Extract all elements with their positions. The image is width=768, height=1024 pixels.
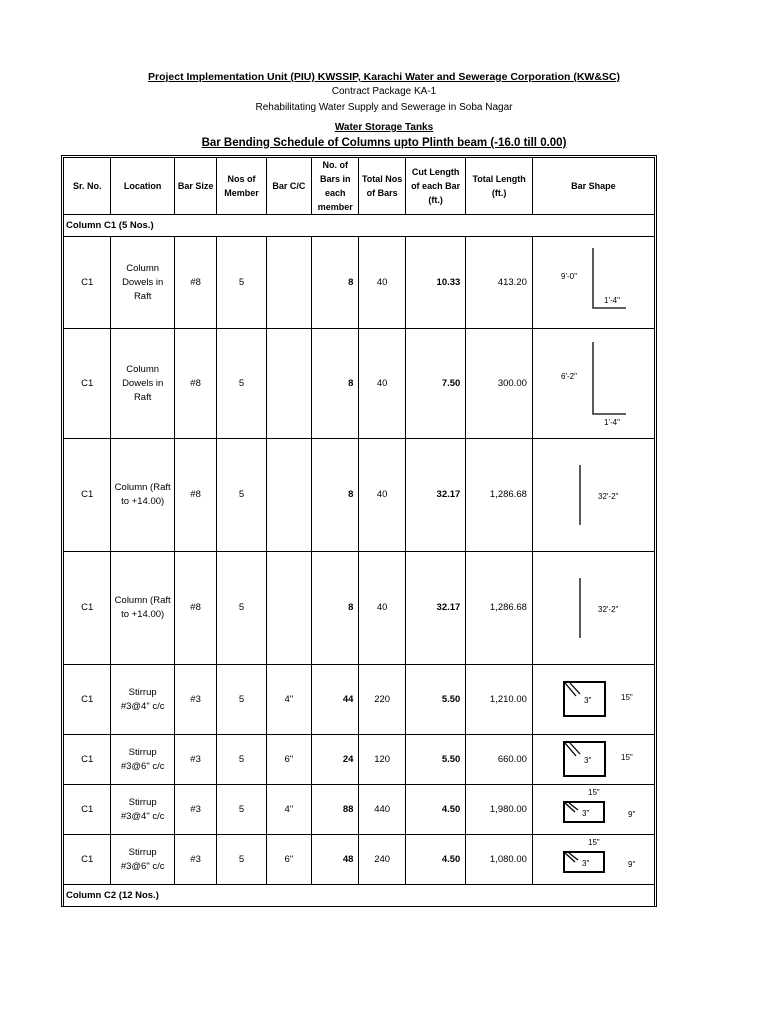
- header-total-bars: Total Nos of Bars: [359, 158, 405, 215]
- location-cell: Column (Raft to +14.00): [111, 552, 175, 665]
- cut-length-cell: 5.50: [405, 665, 466, 735]
- table-row: [64, 735, 655, 785]
- stirrup-side-label: 15": [620, 693, 633, 702]
- section-title: Column C1 (5 Nos.): [64, 215, 655, 237]
- sr-no-cell: C1: [64, 835, 111, 885]
- bar-shape-diagram: [533, 329, 653, 438]
- bars-each-cell: 24: [312, 735, 359, 785]
- bars-each-cell: 44: [312, 665, 359, 735]
- cut-length-cell: 4.50: [405, 785, 466, 835]
- total-length-cell: 1,210.00: [466, 665, 533, 735]
- total-length-cell: 1,080.00: [466, 835, 533, 885]
- stirrup-side-label: 15": [620, 753, 633, 762]
- header-total-length: Total Length (ft.): [466, 158, 533, 215]
- bar-shape-diagram: [533, 439, 653, 551]
- bar-shape-cell: [532, 785, 654, 835]
- stirrup-length-label: 15": [587, 838, 600, 847]
- total-length-cell: 413.20: [466, 237, 533, 329]
- sr-no-cell: C1: [64, 329, 111, 439]
- bar-shape-diagram: [533, 735, 653, 784]
- nos-member-cell: 5: [217, 329, 266, 439]
- location-cell: Column Dowels in Raft: [111, 329, 175, 439]
- section-title: Column C2 (12 Nos.): [64, 885, 655, 907]
- bar-shape-cell: [532, 552, 654, 665]
- table-row: [64, 329, 655, 439]
- bar-shape-diagram: [533, 552, 653, 664]
- nos-member-cell: 5: [217, 735, 266, 785]
- total-length-cell: 1,286.68: [466, 552, 533, 665]
- bar-size-cell: #8: [174, 552, 216, 665]
- bar-cc-cell: 4": [266, 665, 311, 735]
- header-nos-member: Nos of Member: [217, 158, 266, 215]
- location-cell: Column Dowels in Raft: [111, 237, 175, 329]
- bar-shape-cell: [532, 735, 654, 785]
- bar-shape-cell: [532, 665, 654, 735]
- table-row: [64, 665, 655, 735]
- bar-shape-diagram: [533, 785, 653, 834]
- location-cell: Stirrup #3@4" c/c: [111, 785, 175, 835]
- bars-each-cell: 8: [312, 552, 359, 665]
- total-bars-cell: 40: [359, 439, 405, 552]
- bar-size-cell: #3: [174, 785, 216, 835]
- header-bar-cc: Bar C/C: [266, 158, 311, 215]
- stirrup-width-label: 9": [627, 810, 636, 819]
- bar-bending-schedule-table: [63, 157, 655, 907]
- total-length-cell: 1,980.00: [466, 785, 533, 835]
- location-cell: Stirrup #3@4" c/c: [111, 665, 175, 735]
- stirrup-hook-label: 3": [583, 756, 592, 765]
- nos-member-cell: 5: [217, 665, 266, 735]
- stirrup-hook-line: [570, 683, 580, 694]
- bar-size-cell: #8: [174, 329, 216, 439]
- org-heading: Project Implementation Unit (PIU) KWSSIP, Karachi Water and Sewerage Corporation (KW&SC): [148, 71, 620, 83]
- bar-shape-cell: [532, 439, 654, 552]
- bar-shape-diagram: [533, 237, 653, 328]
- bar-shape-diagram: [533, 835, 653, 884]
- bar-cc-cell: 4": [266, 785, 311, 835]
- stirrup-hook-line: [569, 853, 578, 860]
- header-location: Location: [111, 158, 175, 215]
- nos-member-cell: 5: [217, 439, 266, 552]
- stirrup-hook-line: [565, 743, 576, 756]
- table-row: [64, 237, 655, 329]
- bars-each-cell: 8: [312, 439, 359, 552]
- total-bars-cell: 40: [359, 237, 405, 329]
- stirrup-width-label: 9": [627, 860, 636, 869]
- location-cell: Stirrup #3@6" c/c: [111, 835, 175, 885]
- sr-no-cell: C1: [64, 552, 111, 665]
- horizontal-dimension-label: 1'-4": [603, 296, 620, 305]
- sr-no-cell: C1: [64, 237, 111, 329]
- bar-cc-cell: 6": [266, 735, 311, 785]
- section-heading: Water Storage Tanks: [334, 122, 434, 133]
- total-length-cell: 1,286.68: [466, 439, 533, 552]
- total-bars-cell: 40: [359, 329, 405, 439]
- stirrup-hook-label: 3": [581, 809, 590, 818]
- package-heading: Contract Package KA-1: [331, 86, 437, 97]
- bar-size-cell: #3: [174, 835, 216, 885]
- stirrup-hook-line: [569, 803, 578, 810]
- total-bars-cell: 40: [359, 552, 405, 665]
- stirrup-hook-line: [565, 683, 576, 696]
- total-bars-cell: 240: [359, 835, 405, 885]
- header-bar-size: Bar Size: [174, 158, 216, 215]
- table-row: [64, 439, 655, 552]
- bar-size-cell: #8: [174, 439, 216, 552]
- bars-each-cell: 8: [312, 237, 359, 329]
- sr-no-cell: C1: [64, 439, 111, 552]
- cut-length-cell: 5.50: [405, 735, 466, 785]
- cut-length-cell: 10.33: [405, 237, 466, 329]
- location-cell: Stirrup #3@6" c/c: [111, 735, 175, 785]
- bars-each-cell: 8: [312, 329, 359, 439]
- table-row: [64, 835, 655, 885]
- bar-cc-cell: [266, 237, 311, 329]
- bar-shape-cell: [532, 237, 654, 329]
- bar-cc-cell: [266, 552, 311, 665]
- project-heading: Rehabilitating Water Supply and Sewerage in Soba Nagar: [255, 102, 513, 113]
- sr-no-cell: C1: [64, 785, 111, 835]
- total-bars-cell: 440: [359, 785, 405, 835]
- horizontal-dimension-label: 1'-4": [603, 418, 620, 427]
- total-bars-cell: 120: [359, 735, 405, 785]
- nos-member-cell: 5: [217, 835, 266, 885]
- cut-length-cell: 32.17: [405, 439, 466, 552]
- location-cell: Column (Raft to +14.00): [111, 439, 175, 552]
- bar-shape-cell: [532, 835, 654, 885]
- vertical-dimension-label: 6'-2": [560, 372, 577, 381]
- l-bar-line: [593, 342, 626, 414]
- table-header-row: [64, 158, 655, 215]
- total-length-cell: 300.00: [466, 329, 533, 439]
- table-row: [64, 785, 655, 835]
- section-header-row: [64, 215, 655, 237]
- sr-no-cell: C1: [64, 735, 111, 785]
- vertical-dimension-label: 9'-0": [560, 272, 577, 281]
- length-dimension-label: 32'-2": [597, 492, 619, 501]
- bar-cc-cell: [266, 329, 311, 439]
- stirrup-hook-label: 3": [581, 859, 590, 868]
- length-dimension-label: 32'-2": [597, 605, 619, 614]
- bars-each-cell: 88: [312, 785, 359, 835]
- sr-no-cell: C1: [64, 665, 111, 735]
- bar-shape-diagram: [533, 665, 653, 734]
- total-length-cell: 660.00: [466, 735, 533, 785]
- bar-cc-cell: [266, 439, 311, 552]
- nos-member-cell: 5: [217, 785, 266, 835]
- bar-size-cell: #3: [174, 735, 216, 785]
- stirrup-length-label: 15": [587, 788, 600, 797]
- stirrup-hook-line: [570, 743, 580, 754]
- bar-size-cell: #8: [174, 237, 216, 329]
- bar-cc-cell: 6": [266, 835, 311, 885]
- section-header-row: [64, 885, 655, 907]
- cut-length-cell: 4.50: [405, 835, 466, 885]
- stirrup-hook-label: 3": [583, 696, 592, 705]
- cut-length-cell: 7.50: [405, 329, 466, 439]
- cut-length-cell: 32.17: [405, 552, 466, 665]
- header-bars-each: No. of Bars in each member: [312, 158, 359, 215]
- bars-each-cell: 48: [312, 835, 359, 885]
- header-cut-length: Cut Length of each Bar (ft.): [405, 158, 466, 215]
- table-row: [64, 552, 655, 665]
- bar-shape-cell: [532, 329, 654, 439]
- schedule-title: Bar Bending Schedule of Columns upto Plinth beam (-16.0 till 0.00): [201, 137, 567, 149]
- nos-member-cell: 5: [217, 552, 266, 665]
- header-bar-shape: Bar Shape: [532, 158, 654, 215]
- nos-member-cell: 5: [217, 237, 266, 329]
- bar-size-cell: #3: [174, 665, 216, 735]
- header-sr-no: Sr. No.: [64, 158, 111, 215]
- total-bars-cell: 220: [359, 665, 405, 735]
